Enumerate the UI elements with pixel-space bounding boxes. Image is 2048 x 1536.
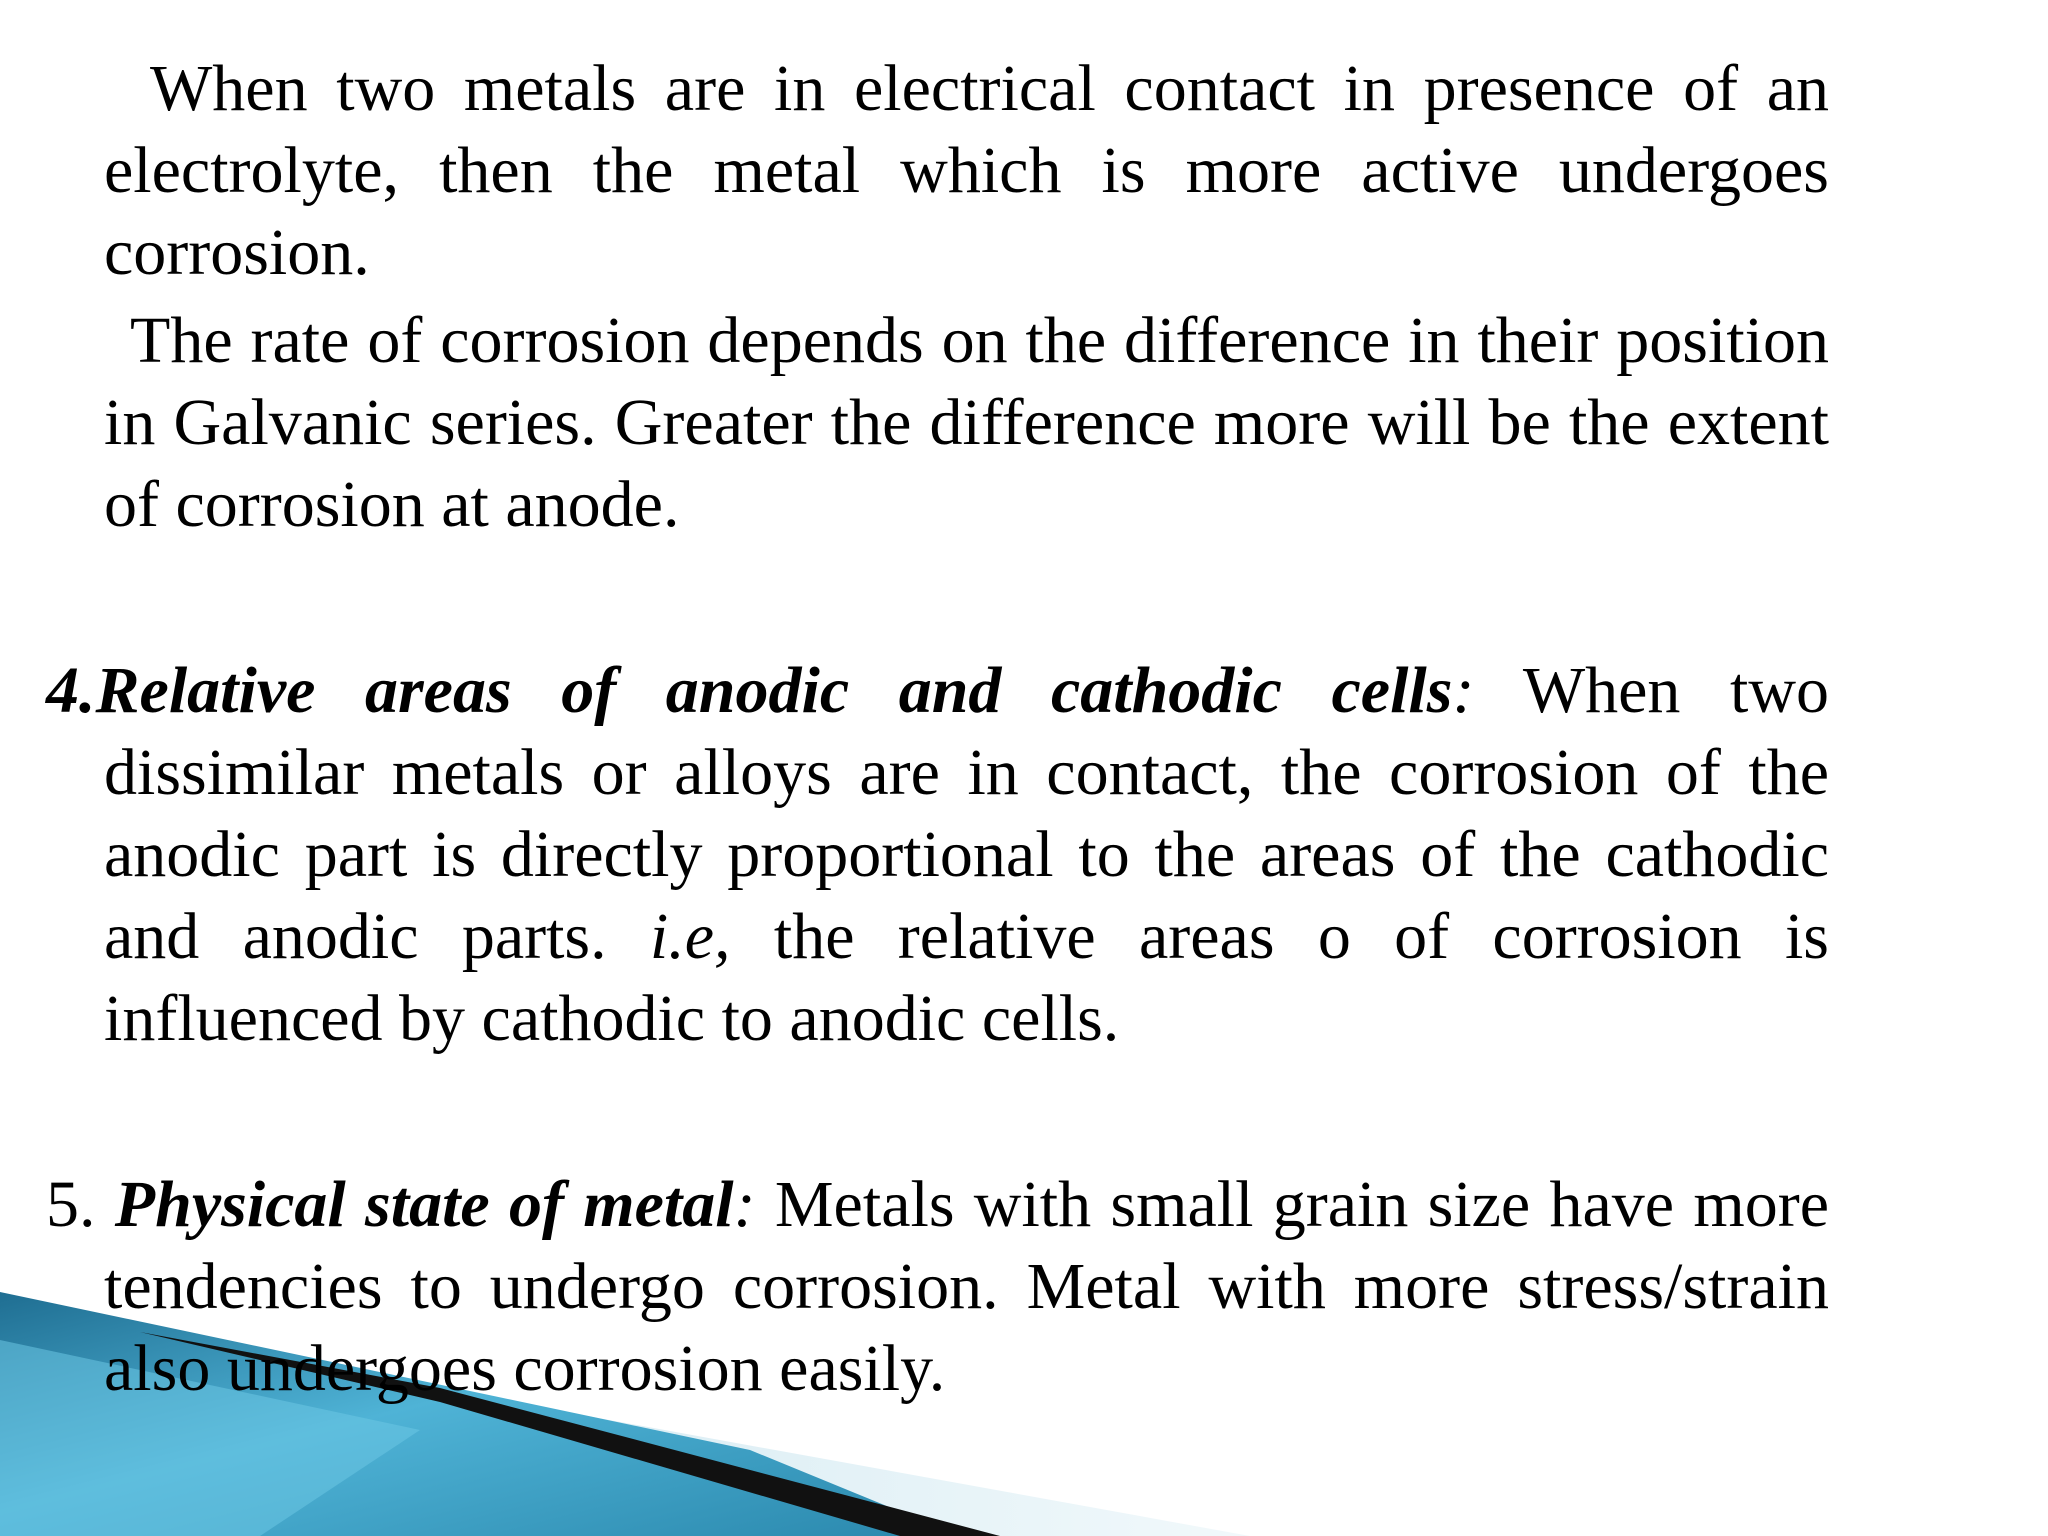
paragraph-galvanic-contact: When two metals are in electrical contact in presence of an electrolyte, then the metal which is more active undergoes corrosion. (104, 52, 1829, 289)
item-5-text: Metals with small grain size have more tendencies to undergo corrosion. Metal with more stress/strain also undergoes corrosion easily. (104, 1168, 1830, 1405)
slide-content (46, 48, 1830, 1410)
item-5-heading: Physical state of metal (114, 1168, 734, 1241)
item-4-heading: Relative areas of anodic and cathodic cells (95, 654, 1453, 727)
item-4-separator: : (1452, 654, 1475, 727)
list-item-relative-areas (46, 650, 1829, 1060)
item-4-ie: i.e, (649, 900, 731, 973)
item-4-number: 4. (46, 654, 96, 727)
item-5-number: 5. (46, 1168, 115, 1241)
list-item-physical-state (46, 1164, 1830, 1410)
item-4-text-continued: the relative areas o of corrosion is influenced by cathodic to anodic cells. (104, 900, 1829, 1055)
paragraph-galvanic-series: The rate of corrosion depends on the difference in their position in Galvanic series. Greater the difference more will be the extent of corrosion at anode. (104, 304, 1829, 541)
item-4-text: When two dissimilar metals or alloys are in contact, the corrosion of the anodic part is directly proportional to the areas of the cathodic and anodic parts. (104, 654, 1829, 973)
item-5-separator: : (733, 1168, 756, 1241)
